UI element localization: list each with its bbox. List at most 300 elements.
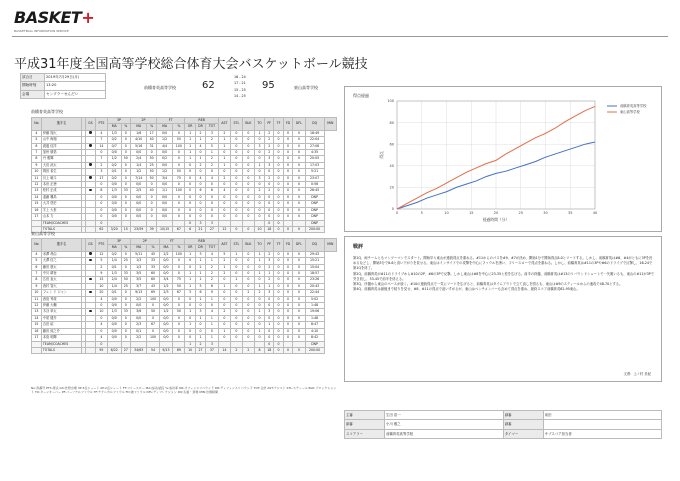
stat-cell: 0 xyxy=(185,264,195,270)
stat-cell: 0 xyxy=(173,264,185,270)
stat-cell: 0 xyxy=(185,214,195,220)
stat-cell: 50 xyxy=(147,156,156,162)
stat-cell: 0 xyxy=(95,201,107,207)
quarter-3-score: 15 - 25 xyxy=(234,87,246,92)
stat-cell: 0 xyxy=(231,194,243,200)
stat-cell: 0/0 xyxy=(156,207,172,213)
stat-cell: 2/3 xyxy=(159,290,173,296)
player-name: 岡田 希生 xyxy=(41,169,81,175)
player-name: 山中 海翔 xyxy=(41,137,81,143)
x-tick-label: 5 xyxy=(420,211,423,215)
stat-cell: 0 xyxy=(185,303,195,309)
stat-cell: 33 xyxy=(147,264,159,270)
stat-cell: 3 xyxy=(206,130,219,136)
stat-cell: 0/0 xyxy=(159,296,173,302)
stat-cell: 0 xyxy=(195,207,205,213)
column-header: PTS xyxy=(95,239,107,252)
stat-cell: 0 xyxy=(264,207,273,213)
stat-cell: 3 xyxy=(265,290,274,296)
stat-cell: 0 xyxy=(274,264,283,270)
player-name: 遠藤 颯馬 xyxy=(41,194,81,200)
stat-cell: 0 xyxy=(274,328,283,334)
stat-cell: 10 xyxy=(185,347,195,353)
stat-cell: 0 xyxy=(242,226,254,232)
stat-cell: 100 xyxy=(173,143,185,149)
stat-cell: 13 xyxy=(32,188,42,194)
stat-cell: 0 xyxy=(293,258,305,264)
official-name: 前田 xyxy=(543,411,661,420)
official-name xyxy=(543,420,661,429)
stat-cell: 0 xyxy=(265,303,274,309)
stat-cell: 0 xyxy=(293,169,305,175)
stat-cell: 1 xyxy=(254,328,264,334)
stat-cell: 0 xyxy=(283,201,293,207)
stat-cell: 0 xyxy=(218,182,230,188)
stat-cell: 0 xyxy=(242,201,254,207)
player-name: フェン ド ジャン xyxy=(41,290,81,296)
stat-cell: 0 xyxy=(231,143,243,149)
stat-cell: 1/2 xyxy=(131,169,147,175)
summary-body: 第1Q、両チームともマンツーマンでスタート。開始早々東山が連続得点を重ねる。#11からのパスを#9、#7が決め、開始1分で開始得点8-0とリードする。しかし、前橋育英は#6、#4がともに3Pを決めるなどし、開始3分で8-6と食い下がりを見せる。東山はインサイドでの攻撃を中心にファウルを誘い、フリースローで得点を重ねる。しかし、前橋育英は#11の3Pや#6のドライブで反撃し、16-24で第1Qを終了。 第2Q、前橋育英が#11のドライブから#10の2P、#6の3Pで反撃。しかし東山は#8を中心に23-35と差を広げる。前半の終盤、前橋育英は#13のリバウンドシュートで一矢報いるも、東山の#11が3Pで突き放し、33-45で前半を終える。 第3Q、序盤から東山のペースが続く。#10の連続得点で一気にリードを広げると、前橋育英はタイムアウトで立て直しを図るも、東山は#9のスティールからの速攻で48-70とする。 第4Q、前橋育英は最後まで粘りを見せ、#8、#11の得点で追いすがるが、東山はベンチメンバーも含めて得点を重ね、最終スコア前橋育英62-95東山。 xyxy=(353,256,655,292)
stat-cell: 9 xyxy=(95,271,107,277)
stat-cell: 0 xyxy=(274,137,283,143)
stat-cell: 0 xyxy=(293,214,305,220)
stat-cell: 15 xyxy=(32,201,42,207)
stat-cell: 0/2 xyxy=(156,156,172,162)
stat-cell: 1 xyxy=(195,335,205,341)
starter-dot-icon xyxy=(89,131,91,133)
stat-cell: 0 xyxy=(95,150,107,156)
player-name: 川上 暁斗 xyxy=(41,175,81,181)
stat-cell: 8:42 xyxy=(305,335,324,341)
column-header: PTS xyxy=(95,118,107,131)
official-role: タイマー xyxy=(503,429,543,438)
stat-cell: 6 xyxy=(206,188,219,194)
column-header: BLK xyxy=(242,239,254,252)
stat-cell: 0 xyxy=(254,201,264,207)
stat-cell: 6/22 xyxy=(107,347,121,353)
y-tick-label: 20 xyxy=(389,185,394,190)
stat-cell: 20:43 xyxy=(305,283,324,289)
stat-cell: 18 xyxy=(265,347,274,353)
stat-cell: 0 xyxy=(242,188,254,194)
stat-cell: 0 xyxy=(185,182,195,188)
player-name: 藤田 康太 xyxy=(41,264,81,270)
stat-cell: 1 xyxy=(185,322,195,328)
column-header: 選手名 xyxy=(41,118,81,131)
stat-cell: 2 xyxy=(264,130,273,136)
stat-cell: 1 xyxy=(185,150,195,156)
stat-cell: 23:26 xyxy=(305,277,324,283)
stat-cell: 0 xyxy=(274,130,283,136)
player-name: 本島 明輝 xyxy=(41,335,81,341)
column-header: MIN xyxy=(324,118,336,131)
stat-cell: 7/14 xyxy=(131,175,147,181)
stat-cell: 0 xyxy=(195,201,205,207)
stat-cell: 1 xyxy=(195,258,205,264)
starter-dot-icon xyxy=(89,163,91,165)
stat-cell: 0 xyxy=(206,214,219,220)
stat-cell: 0 xyxy=(95,341,107,347)
x-tick-label: 25 xyxy=(518,211,523,215)
stat-cell: 0 xyxy=(231,156,243,162)
stat-cell: 0 xyxy=(195,169,205,175)
stat-cell: 4 xyxy=(206,309,219,315)
stat-cell: 2/2 xyxy=(159,251,173,257)
stat-cell: 0 xyxy=(254,207,264,213)
stat-cell: 54 xyxy=(147,347,159,353)
stat-cell: 0 xyxy=(242,309,254,315)
stat-cell: 2 xyxy=(206,264,219,270)
scoreboard xyxy=(144,72,354,102)
stat-cell: 0 xyxy=(185,220,195,226)
player-row xyxy=(32,347,337,353)
stat-cell: 0 xyxy=(293,277,305,283)
stat-cell: 1 xyxy=(185,277,195,283)
stat-cell: 0 xyxy=(274,303,283,309)
stat-cell: 1 xyxy=(218,264,230,270)
stat-cell: 50 xyxy=(173,309,185,315)
stat-cell: 0 xyxy=(274,207,283,213)
stat-cell: 2 xyxy=(264,150,273,156)
stat-cell: 4/4 xyxy=(156,143,172,149)
stat-cell: 0 xyxy=(121,296,130,302)
stat-cell: 14 xyxy=(32,315,42,321)
stat-cell: 0 xyxy=(283,296,293,302)
stat-cell: 100 xyxy=(173,251,185,257)
stat-cell: 0 xyxy=(242,328,254,334)
stat-cell: 20 xyxy=(95,290,107,296)
column-subheader: % xyxy=(121,245,130,251)
stat-cell: 0 xyxy=(283,156,293,162)
stat-cell: 0 xyxy=(231,130,243,136)
stat-cell: 3/4 xyxy=(159,277,173,283)
stat-cell: DNP xyxy=(305,194,324,200)
stat-cell: 0 xyxy=(242,137,254,143)
x-tick-label: 15 xyxy=(469,211,474,215)
stat-cell: 0 xyxy=(254,277,264,283)
stat-cell: 4/10 xyxy=(131,137,147,143)
stat-cell: 0 xyxy=(283,150,293,156)
column-header: DFL xyxy=(293,118,305,131)
column-header: TF xyxy=(274,118,283,131)
official-row xyxy=(345,420,662,429)
stat-cell: 1 xyxy=(218,137,230,143)
starter-dot-icon xyxy=(89,144,91,146)
column-subheader: DR xyxy=(195,124,205,130)
stat-cell: 0/0 xyxy=(131,150,147,156)
stat-cell: 0 xyxy=(147,194,156,200)
x-tick-label: 35 xyxy=(568,211,573,215)
stat-cell: 33 xyxy=(147,258,159,264)
stat-cell: 0 xyxy=(242,264,254,270)
stat-cell: 2 xyxy=(254,290,264,296)
quarter-4-score: 14 - 25 xyxy=(234,93,246,98)
stat-cell: 67 xyxy=(173,290,185,296)
player-name: 丹 雅輝 xyxy=(41,156,81,162)
stat-cell: 0 xyxy=(185,207,195,213)
stat-cell: 0 xyxy=(242,130,254,136)
info-key: 開始時刻 xyxy=(21,82,45,90)
stat-cell: 0/0 xyxy=(107,214,121,220)
stat-cell: 0 xyxy=(283,182,293,188)
stat-cell: 0 xyxy=(242,322,254,328)
stat-cell: 2 xyxy=(264,143,273,149)
stat-cell: 0/0 xyxy=(159,271,173,277)
team-a-label: 前橋育英高等学校 xyxy=(31,109,63,114)
stat-cell: 0 xyxy=(121,303,130,309)
stat-cell: 0 xyxy=(274,283,283,289)
stat-cell: 0/0 xyxy=(159,322,173,328)
stat-cell: 0 xyxy=(254,150,264,156)
column-header: STL xyxy=(231,239,243,252)
stat-cell: 0 xyxy=(231,207,243,213)
column-subheader: MA xyxy=(131,124,147,130)
official-name: サブスコア担当者 xyxy=(543,429,661,438)
player-name: TOTALS xyxy=(41,226,81,232)
stat-cell: 0 xyxy=(185,335,195,341)
stat-cell: 1/3 xyxy=(131,264,147,270)
column-header: TO xyxy=(254,118,264,131)
stat-cell: 0 xyxy=(185,175,195,181)
column-header: 2P xyxy=(131,118,157,124)
stat-cell: 95 xyxy=(95,347,107,353)
stat-cell: 0 xyxy=(147,201,156,207)
stat-cell: 0 xyxy=(293,303,305,309)
column-subheader: OR xyxy=(185,245,195,251)
stat-cell: 100 xyxy=(147,296,159,302)
stat-cell: 1/3 xyxy=(107,188,121,194)
player-name: 西村 智大 xyxy=(41,283,81,289)
stat-cell: 1 xyxy=(206,296,219,302)
stat-cell: 0 xyxy=(274,214,283,220)
y-tick-label: 100 xyxy=(387,99,394,104)
stat-cell: 0/0 xyxy=(107,182,121,188)
stat-cell: 1 xyxy=(231,277,243,283)
stat-cell: 1 xyxy=(185,283,195,289)
stat-cell: 0 xyxy=(231,290,243,296)
stat-cell: 0 xyxy=(185,201,195,207)
stat-cell: 0 xyxy=(218,290,230,296)
stat-cell: 1/2 xyxy=(107,156,121,162)
column-header: AST xyxy=(218,239,230,252)
stat-cell: 0 xyxy=(231,303,243,309)
stat-cell: 0/7 xyxy=(107,143,121,149)
starter-dot-icon xyxy=(89,252,91,254)
stat-cell: 0 xyxy=(218,214,230,220)
stat-cell: 0 xyxy=(293,335,305,341)
stat-cell: 0 xyxy=(283,283,293,289)
stat-cell: 0 xyxy=(231,335,243,341)
stat-cell: 0 xyxy=(206,303,219,309)
stat-cell: 0 xyxy=(283,309,293,315)
stat-cell: 0 xyxy=(293,309,305,315)
stat-cell: 4 xyxy=(95,130,107,136)
stat-cell: 0 xyxy=(121,130,130,136)
stat-cell: 0 xyxy=(173,130,185,136)
stat-cell: 0 xyxy=(242,156,254,162)
stat-cell: 4 xyxy=(95,322,107,328)
stat-cell: 18:49 xyxy=(305,130,324,136)
player-row xyxy=(32,226,337,232)
stat-cell: 15 xyxy=(95,277,107,283)
stat-cell: 10 xyxy=(254,226,264,232)
stat-cell: 0 xyxy=(218,303,230,309)
stat-cell: 4 xyxy=(206,175,219,181)
y-tick-label: 40 xyxy=(389,164,394,168)
stat-cell: 0 xyxy=(283,207,293,213)
stat-cell: 10 xyxy=(32,169,42,175)
official-row xyxy=(345,429,662,438)
stat-cell: 0 xyxy=(185,162,195,168)
column-subheader: MA xyxy=(131,245,147,251)
chart-canvas xyxy=(345,87,663,233)
stat-cell: 27 xyxy=(195,347,205,353)
info-value: 2019年7月29日(月) xyxy=(45,74,106,82)
player-name: 中尾 健介 xyxy=(41,315,81,321)
stat-cell: 1 xyxy=(185,156,195,162)
stat-legend: No:背番号 PTS:得点 GS:先発出場 3P:3点シュート 2P:2点シュート FT:フリースロー MA:成功/試投 %:成功率 OR:オフェンスリバウンド DR:ディフェンスリバウンド TOT:合計 AST:アシスト STL:スティール BLK:ブロックショット TO:ターンオーバー PF:パーソナルファウル TF:テクニカルファウル FD:被ファウル DFL:ディフレクション DQ:失格・退場 MIN:出場時間 xyxy=(31,386,337,395)
stat-cell: 50 xyxy=(173,283,185,289)
stat-cell: 6 xyxy=(185,226,195,232)
column-header: GS xyxy=(85,118,95,131)
summary-author: 文責：上ノ村 央紀 xyxy=(623,372,651,376)
column-subheader: % xyxy=(173,245,185,251)
stat-cell: 33 xyxy=(121,271,130,277)
stat-cell: 0 xyxy=(147,328,159,334)
player-name: 木谷 草太 xyxy=(41,309,81,315)
stat-cell: 13 xyxy=(32,309,42,315)
basket-plus-logo: BASKET+ xyxy=(14,8,95,27)
stat-cell: 0 xyxy=(218,315,230,321)
stat-cell: 9 xyxy=(206,290,219,296)
stat-cell: 1 xyxy=(185,130,195,136)
stat-cell: 0 xyxy=(206,207,219,213)
summary-heading: 戦評 xyxy=(353,244,364,250)
column-header: DQ xyxy=(305,118,324,131)
stat-cell: 12 xyxy=(218,226,230,232)
column-header: BLK xyxy=(242,118,254,131)
stat-cell: 0 xyxy=(121,169,130,175)
stat-cell: 2 xyxy=(265,251,274,257)
stat-cell: 5 xyxy=(32,258,42,264)
stat-cell: 0 xyxy=(121,290,130,296)
stat-cell: 1 xyxy=(254,251,264,257)
stat-cell: 0 xyxy=(173,182,185,188)
stat-cell: 0 xyxy=(231,175,243,181)
stat-cell: 3 xyxy=(264,156,273,162)
stat-cell: 0 xyxy=(274,182,283,188)
stat-cell: 0/0 xyxy=(156,162,172,168)
stat-cell: 0 xyxy=(283,226,293,232)
starter-dot-icon xyxy=(89,259,91,261)
stat-cell: 1 xyxy=(218,162,230,168)
stat-cell: 12 xyxy=(32,182,42,188)
stat-cell: 0 xyxy=(121,315,130,321)
stat-cell: 0 xyxy=(274,290,283,296)
stat-cell: 2 xyxy=(264,137,273,143)
team-b-name: 東山高等学校 xyxy=(294,85,318,90)
stat-cell: 0/0 xyxy=(107,150,121,156)
stat-cell: 0 xyxy=(283,162,293,168)
stat-cell: 17:03 xyxy=(305,162,324,168)
stat-cell: 2/4 xyxy=(107,277,121,283)
stat-cell: 0 xyxy=(185,169,195,175)
stat-cell: 22:04 xyxy=(305,137,324,143)
stat-cell: 0 xyxy=(242,182,254,188)
stat-cell: 0 xyxy=(185,258,195,264)
stat-cell: 18 xyxy=(264,226,273,232)
stat-cell: 0 xyxy=(231,264,243,270)
stat-cell: 1 xyxy=(254,283,264,289)
stat-cell: 0 xyxy=(242,251,254,257)
stat-cell: 100 xyxy=(147,335,159,341)
stat-cell: 0/0 xyxy=(107,335,121,341)
stat-cell: 0/0 xyxy=(156,194,172,200)
stat-cell: 0 xyxy=(293,251,305,257)
stat-cell: 12 xyxy=(32,303,42,309)
stat-cell: 0 xyxy=(293,226,305,232)
player-name: 広田 直太 xyxy=(41,277,81,283)
stat-cell: 27:06 xyxy=(305,143,324,149)
stat-cell: 10 xyxy=(32,290,42,296)
stat-cell: 0 xyxy=(242,283,254,289)
stat-cell: 0 xyxy=(231,258,243,264)
stat-cell: 0 xyxy=(293,296,305,302)
stat-cell: 39 xyxy=(147,226,156,232)
stat-cell: 0 xyxy=(147,182,156,188)
stat-cell: 0 xyxy=(173,156,185,162)
stat-cell: 0 xyxy=(185,194,195,200)
stat-cell: 0 xyxy=(254,315,264,321)
stat-cell: 0 xyxy=(242,296,254,302)
column-header: TF xyxy=(274,239,283,252)
stat-cell: 0 xyxy=(185,328,195,334)
info-value: センプラーせんだい xyxy=(45,90,106,98)
stat-cell: 0 xyxy=(264,169,273,175)
stat-cell: 0 xyxy=(283,143,293,149)
stat-cell: 0/0 xyxy=(131,214,147,220)
team-a-box-score xyxy=(31,117,337,233)
chart-title: 得点経過 xyxy=(353,93,369,98)
stat-cell: 2/4 xyxy=(131,156,147,162)
stat-cell: 5 xyxy=(218,251,230,257)
stat-cell: 0/0 xyxy=(159,264,173,270)
stat-cell: 4 xyxy=(32,251,42,257)
stat-cell: 0 xyxy=(254,264,264,270)
stat-cell: 7 xyxy=(95,137,107,143)
stat-cell: 14 xyxy=(32,194,42,200)
stat-cell: 0 xyxy=(293,271,305,277)
stat-cell: 0 xyxy=(264,182,273,188)
stat-cell: 6 xyxy=(32,143,42,149)
stat-cell: 0 xyxy=(242,303,254,309)
stat-cell: 2 xyxy=(218,130,230,136)
stat-cell: 0/0 xyxy=(159,315,173,321)
x-tick-label: 40 xyxy=(592,211,598,215)
stat-cell: 0 xyxy=(283,251,293,257)
stat-cell: 1/6 xyxy=(131,130,147,136)
stat-cell: 5:21 xyxy=(305,169,324,175)
stat-cell: 0 xyxy=(231,182,243,188)
stat-cell: 0 xyxy=(147,303,159,309)
stat-cell: 17 xyxy=(95,175,107,181)
stat-cell: 0/0 xyxy=(156,130,172,136)
stat-cell: 0 xyxy=(283,328,293,334)
starter-dot-icon xyxy=(89,310,91,312)
stat-cell: 33 xyxy=(121,188,130,194)
stat-cell: 0 xyxy=(283,335,293,341)
